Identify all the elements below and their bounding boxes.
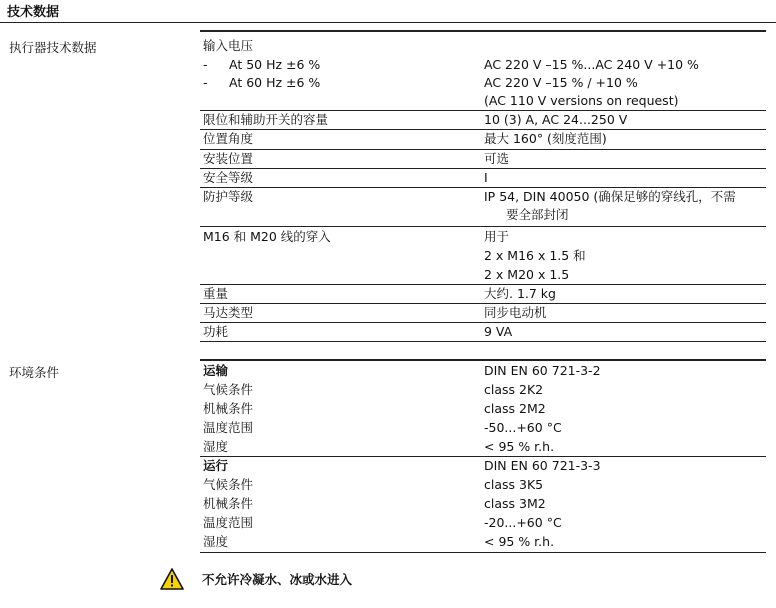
cable-entry-value-line3: 2 x M20 x 1.5	[484, 267, 570, 282]
dash-50hz: -	[203, 57, 208, 72]
operation-humidity-value: < 95 % r.h.	[484, 534, 555, 549]
operation-humidity-label: 湿度	[203, 534, 229, 549]
section1-bottom-rule	[200, 341, 766, 342]
cable-entry-value-line1: 用于	[484, 229, 510, 244]
hz60-label: At 60 Hz ±6 %	[229, 75, 321, 90]
safety-class-label: 安全等级	[203, 170, 254, 185]
row-divider	[200, 226, 766, 227]
row-divider	[200, 322, 766, 323]
transport-humidity-label: 湿度	[203, 439, 229, 454]
cable-entry-label: M16 和 M20 线的穿入	[203, 229, 331, 244]
page-title: 技术数据	[7, 5, 60, 20]
hz60-value: AC 220 V –15 % / +10 %	[484, 75, 638, 90]
section2-top-rule	[200, 359, 766, 361]
switch-capacity-value: 10 (3) A, AC 24...250 V	[484, 112, 628, 127]
transport-mech-value: class 2M2	[484, 401, 546, 416]
operation-temp-value: -20...+60 °C	[484, 515, 562, 530]
motor-type-label: 马达类型	[203, 305, 254, 320]
power-label: 功耗	[203, 324, 229, 339]
transport-temp-value: -50...+60 °C	[484, 420, 562, 435]
weight-label: 重量	[203, 286, 229, 301]
row-divider	[200, 149, 766, 150]
transport-standard: DIN EN 60 721-3-2	[484, 363, 601, 378]
power-value: 9 VA	[484, 324, 513, 339]
weight-value: 大约. 1.7 kg	[484, 286, 556, 301]
safety-class-value: I	[484, 170, 488, 185]
section-label-actuator: 执行器技术数据	[9, 40, 97, 55]
section2-bottom-rule	[200, 552, 766, 553]
operation-standard: DIN EN 60 721-3-3	[484, 458, 601, 473]
position-angle-value: 最大 160° (刻度范围)	[484, 131, 607, 146]
row-divider	[200, 168, 766, 169]
operation-mech-value: class 3M2	[484, 496, 546, 511]
protection-value-line2: 要全部封闭	[506, 207, 569, 222]
input-voltage-label: 输入电压	[203, 38, 254, 53]
section-label-environment: 环境条件	[9, 365, 60, 380]
row-divider	[200, 129, 766, 130]
transport-mech-label: 机械条件	[203, 401, 254, 416]
transport-climate-label: 气候条件	[203, 382, 254, 397]
protection-label: 防护等级	[203, 189, 254, 204]
transport-temp-label: 温度范围	[203, 420, 254, 435]
protection-value-line1: IP 54, DIN 40050 (确保足够的穿线孔，不需	[484, 189, 736, 204]
hz60-note: (AC 110 V versions on request)	[484, 93, 679, 108]
row-divider	[200, 303, 766, 304]
operation-temp-label: 温度范围	[203, 515, 254, 530]
operation-mech-label: 机械条件	[203, 496, 254, 511]
operation-heading: 运行	[203, 458, 229, 473]
operation-climate-label: 气候条件	[203, 477, 254, 492]
dash-60hz: -	[203, 75, 208, 90]
mounting-label: 安装位置	[203, 151, 254, 166]
position-angle-label: 位置角度	[203, 131, 254, 146]
operation-climate-value: class 3K5	[484, 477, 544, 492]
section1-top-rule	[200, 30, 766, 32]
motor-type-value: 同步电动机	[484, 305, 547, 320]
hz50-label: At 50 Hz ±6 %	[229, 57, 321, 72]
transport-heading: 运输	[203, 363, 229, 378]
transport-humidity-value: < 95 % r.h.	[484, 439, 555, 454]
title-divider	[0, 22, 776, 23]
switch-capacity-label: 限位和辅助开关的容量	[203, 112, 329, 127]
row-divider	[200, 456, 766, 457]
row-divider	[200, 284, 766, 285]
hz50-value: AC 220 V –15 %...AC 240 V +10 %	[484, 57, 699, 72]
transport-climate-value: class 2K2	[484, 382, 544, 397]
cable-entry-value-line2: 2 x M16 x 1.5 和	[484, 248, 586, 263]
warning-triangle-icon	[160, 568, 184, 590]
mounting-value: 可选	[484, 151, 510, 166]
warning-text: 不允许冷凝水、冰或水进入	[202, 572, 353, 587]
